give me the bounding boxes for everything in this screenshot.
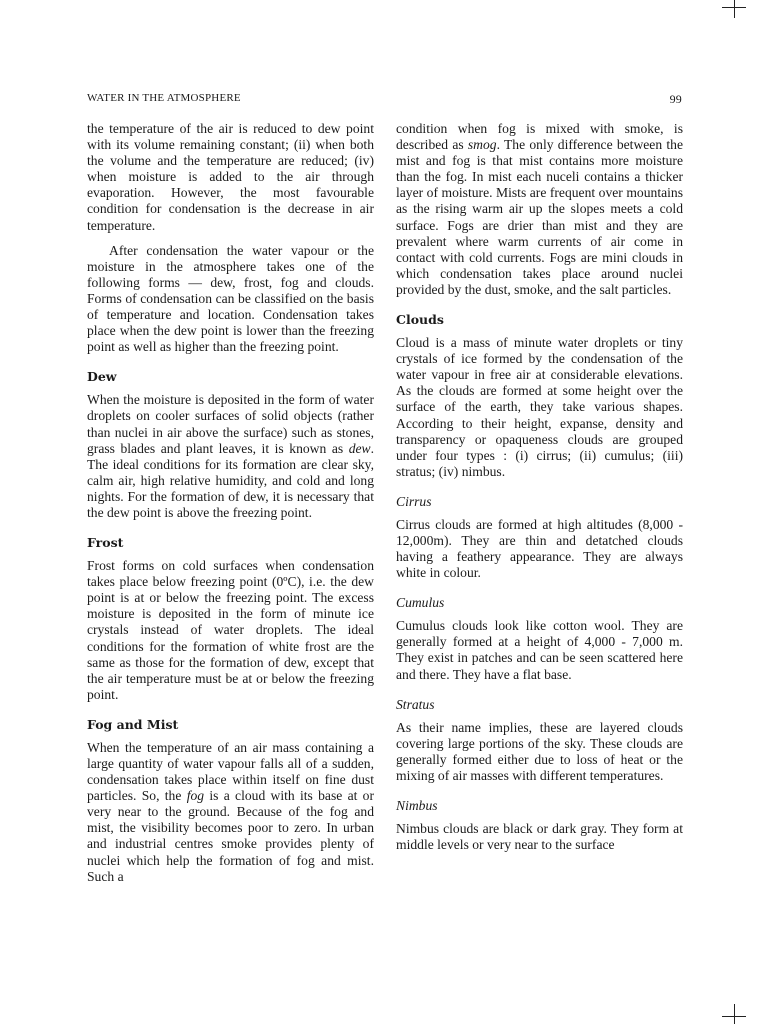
- paragraph-cirrus: Cirrus clouds are formed at high altitudes (8,000 - 12,000m). They are thin and detatched clouds having a feathery appearance. They are always white in colour.: [396, 516, 683, 581]
- running-header: [87, 92, 682, 108]
- right-column: [396, 121, 683, 862]
- paragraph-cumulus: Cumulus clouds look like cotton wool. They are generally formed at a height of 4,000 - 7,000 m. They exist in patches and can be seen scattered here and there. They have a flat base.: [396, 618, 683, 682]
- running-header-title: WATER IN THE ATMOSPHERE: [87, 92, 241, 104]
- section-heading-dew: Dew: [87, 369, 117, 385]
- paragraph-frost: Frost forms on cold surfaces when condensation takes place below freezing point (0ºC), i.e. the dew point is at or below the freezing point. The excess moisture is deposited in the form of minute ice crystals instead of water droplets. The ideal conditions for the formation of white frost are the same as those for the formation of dew, except that the air temperature must be at or below the freezing point.: [87, 558, 374, 702]
- smog-text-b: . The only difference between the mist and fog is that mist contains more moisture than the fog. In mist each nuceli contains a thicker layer of moisture. Mists are frequent over mountains as the rising warm air up the slopes meets a cold surface. Fogs are drier than mist and they are prevalent where warm currents of air come in contact with cold currents. Fogs are mini clouds in which condensation takes place around nuclei provided by the dust, smoke, and the salt particles.: [396, 137, 683, 297]
- crop-mark-top-right-v: [734, 0, 735, 18]
- paragraph-smog: [396, 121, 683, 298]
- subheading-cirrus: Cirrus: [396, 493, 432, 509]
- paragraph-clouds: Cloud is a mass of minute water droplets or tiny crystals of ice formed by the condensation of the water vapour in free air at considerable elevations. As the clouds are formed at some height over the surface of the earth, they take various shapes. According to their height, expanse, density and transparency or opaqueness clouds are grouped under four types : (i) cirrus; (ii) cumulus; (iii) stratus; (iv) nimbus.: [396, 335, 683, 479]
- smog-term: smog: [467, 137, 497, 153]
- dew-term: dew: [348, 440, 371, 456]
- crop-mark-bottom-right-v: [734, 1004, 735, 1024]
- left-column: [87, 121, 374, 894]
- fog-text-a: When the temperature of an air mass containing a large quantity of water vapour falls all of a sudden, condensation takes place within itself on fine dust particles. So, the: [87, 739, 374, 804]
- fog-text-b: is a cloud with its base at or very near to the ground. Because of the fog and mist, the visibility becomes poor to zero. In urban and industrial centres smoke provides plenty of nuclei which help the formation of fog and mist. Such a: [87, 788, 374, 884]
- section-heading-frost: Frost: [87, 535, 124, 551]
- paragraph-fog: [87, 740, 374, 885]
- paragraph-forms-of-condensation: After condensation the water vapour or the moisture in the atmosphere takes one of the following forms — dew, frost, fog and clouds. Forms of condensation can be classified on the basis of temperature and location. Condensation takes place when the dew point is lower than the freezing point as well as higher than the freezing point.: [87, 242, 374, 355]
- crop-mark-bottom-right-h: [722, 1016, 746, 1017]
- crop-mark-top-right-h: [722, 7, 746, 8]
- dew-text-b: . The ideal conditions for its formation are clear sky, calm air, high relative humidity, and cold and long nights. For the formation of dew, it is necessary that the dew point is above the freezing point.: [87, 440, 374, 520]
- smog-text-a: condition when fog is mixed with smoke, is described as: [396, 121, 683, 153]
- subheading-stratus: Stratus: [396, 696, 435, 712]
- dew-text-a: When the moisture is deposited in the form of water droplets on cooler surfaces of solid objects (rather than nuclei in air above the surface) such as stones, grass blades and plant leaves, it is known as: [87, 392, 374, 456]
- paragraph-condensation-conditions: the temperature of the air is reduced to dew point with its volume remaining constant; (ii) when both the volume and the temperature are reduced; (iv) when moisture is added to the air through evaporation. However, the most favourable condition for condensation is the decrease in air temperature.: [87, 121, 374, 233]
- paragraph-stratus: As their name implies, these are layered clouds covering large portions of the sky. These clouds are generally formed either due to loss of heat or the mixing of air masses with different temperatures.: [396, 719, 683, 783]
- subheading-nimbus: Nimbus: [396, 798, 438, 813]
- section-heading-clouds: Clouds: [396, 312, 444, 328]
- paragraph-nimbus: Nimbus clouds are black or dark gray. They form at middle levels or very near to the surface: [396, 821, 683, 853]
- page-number: 99: [669, 92, 682, 106]
- section-heading-fog-and-mist: Fog and Mist: [87, 716, 179, 732]
- fog-term: fog: [186, 788, 205, 804]
- paragraph-dew: [87, 392, 374, 521]
- subheading-cumulus: Cumulus: [396, 595, 445, 611]
